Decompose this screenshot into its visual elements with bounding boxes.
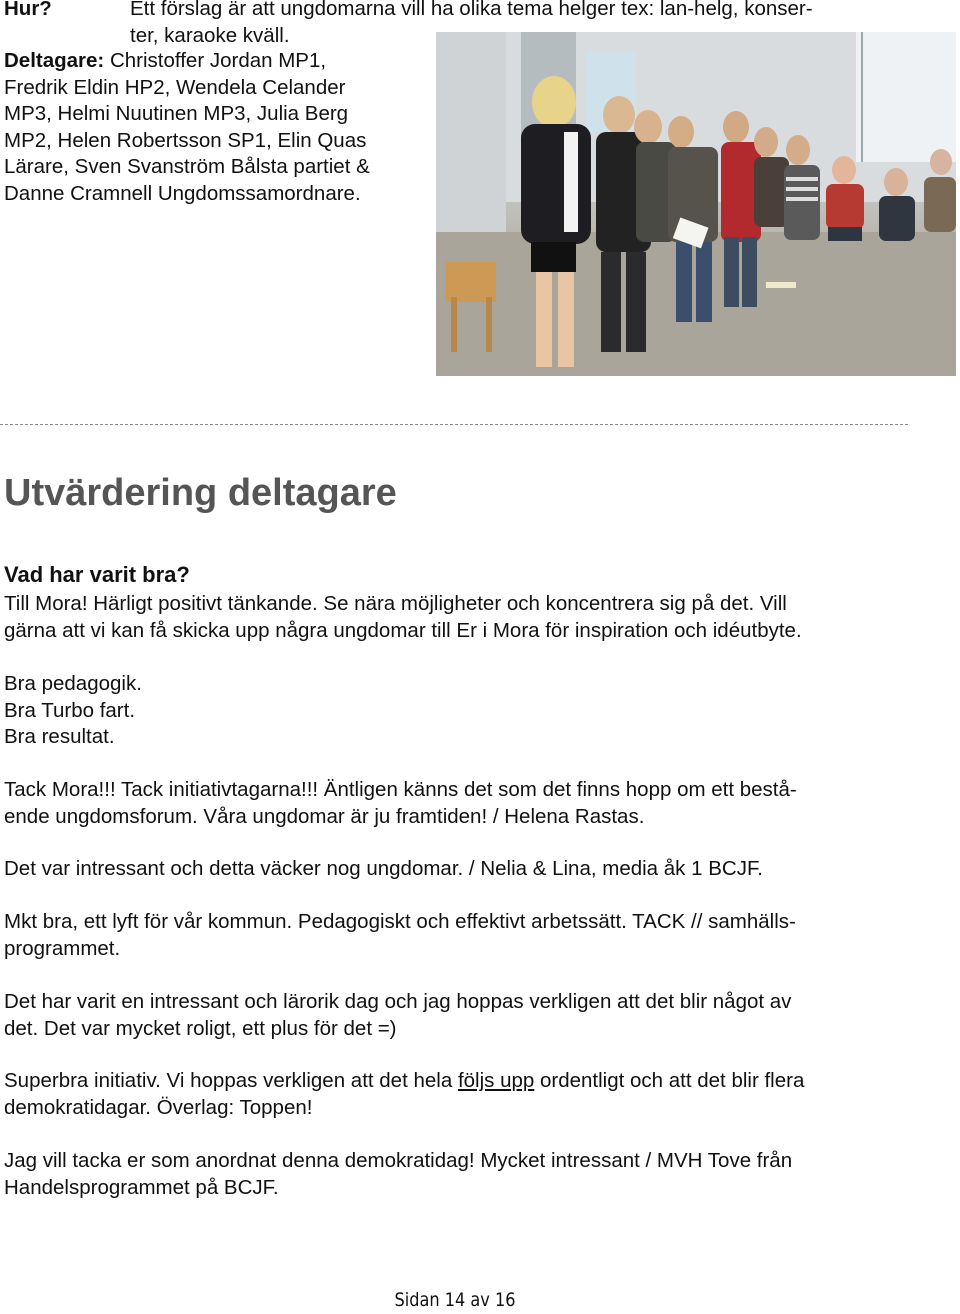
section-title: Utvärdering deltagare [4,472,397,514]
paragraph-line: Till Mora! Härligt positivt tänkande. Se nära möjligheter och koncentrera sig på det. Vill [4,592,787,615]
paragraph-line: programmet. [4,936,121,960]
paragraph-line: Det har varit en intressant och lärorik dag och jag hoppas verkligen att det blir något av [4,990,792,1013]
paragraph-line [4,1068,909,1095]
group-photo-illustration [436,32,956,376]
section-divider [0,424,908,425]
participants-label: Deltagare: [4,49,105,72]
paragraph-line: Bra Turbo fart. [4,698,136,722]
paragraph-line: det. Det var mycket roligt, ett plus för det =) [4,1016,397,1040]
paragraph-line: demokratidagar. Överlag: Toppen! [4,1095,313,1119]
paragraph-line: Handelsprogrammet på BCJF. [4,1175,279,1199]
paragraph-line: Bra resultat. [4,725,115,748]
paragraph-text: ordentligt och att det blir flera [534,1069,805,1092]
paragraph [4,989,909,1042]
paragraph [4,671,909,751]
paragraph-line: Jag vill tacka er som anordnat denna demokratidag! Mycket intressant / MVH Tove från [4,1149,793,1172]
paragraph [4,591,909,644]
paragraph [4,777,909,830]
hur-label: Hur? [4,0,52,20]
paragraph [4,1148,909,1201]
paragraph-line: Tack Mora!!! Tack initiativtagarna!!! Äntligen känns det som det finns hopp om ett bestå- [4,778,797,801]
participants-block [4,48,424,207]
paragraph [4,909,909,962]
paragraph [4,856,909,883]
paragraph [4,1068,909,1121]
paragraph-line: Bra pedagogik. [4,672,142,695]
paragraph-line: gärna att vi kan få skicka upp några ungdomar till Er i Mora för inspiration och idéutbyte. [4,618,802,642]
page-number: Sidan 14 av 16 [394,1289,516,1311]
hur-text-line: Ett förslag är att ungdomarna vill ha olika tema helger tex: lan-helg, konser- [130,0,813,20]
paragraph-line: Mkt bra, ett lyft för vår kommun. Pedagogiskt och effektivt arbetssätt. TACK // samhälls- [4,910,796,933]
participants-line: Danne Cramnell Ungdomssamordnare. [4,181,361,205]
paragraph-line: Det var intressant och detta väcker nog ungdomar. / Nelia & Lina, media åk 1 BCJF. [4,857,763,880]
hur-text-line: ter, karaoke kväll. [130,23,290,47]
participants-line: MP2, Helen Robertsson SP1, Elin Quas [4,128,367,152]
paragraph-text: Superbra initiativ. Vi hoppas verkligen att det hela [4,1069,458,1092]
paragraph-line: ende ungdomsforum. Våra ungdomar är ju framtiden! / Helena Rastas. [4,804,645,828]
underlined-text: följs upp [457,1069,535,1092]
participants-line: MP3, Helmi Nuutinen MP3, Julia Berg [4,102,349,125]
participants-line: Lärare, Sven Svanström Bålsta partiet & [4,155,370,178]
participants-text: Christoffer Jordan MP1, [104,49,327,72]
participants-line [4,48,424,75]
question-heading: Vad har varit bra? [4,562,190,587]
participants-line: Fredrik Eldin HP2, Wendela Celander [4,75,346,99]
group-photo [436,32,956,376]
